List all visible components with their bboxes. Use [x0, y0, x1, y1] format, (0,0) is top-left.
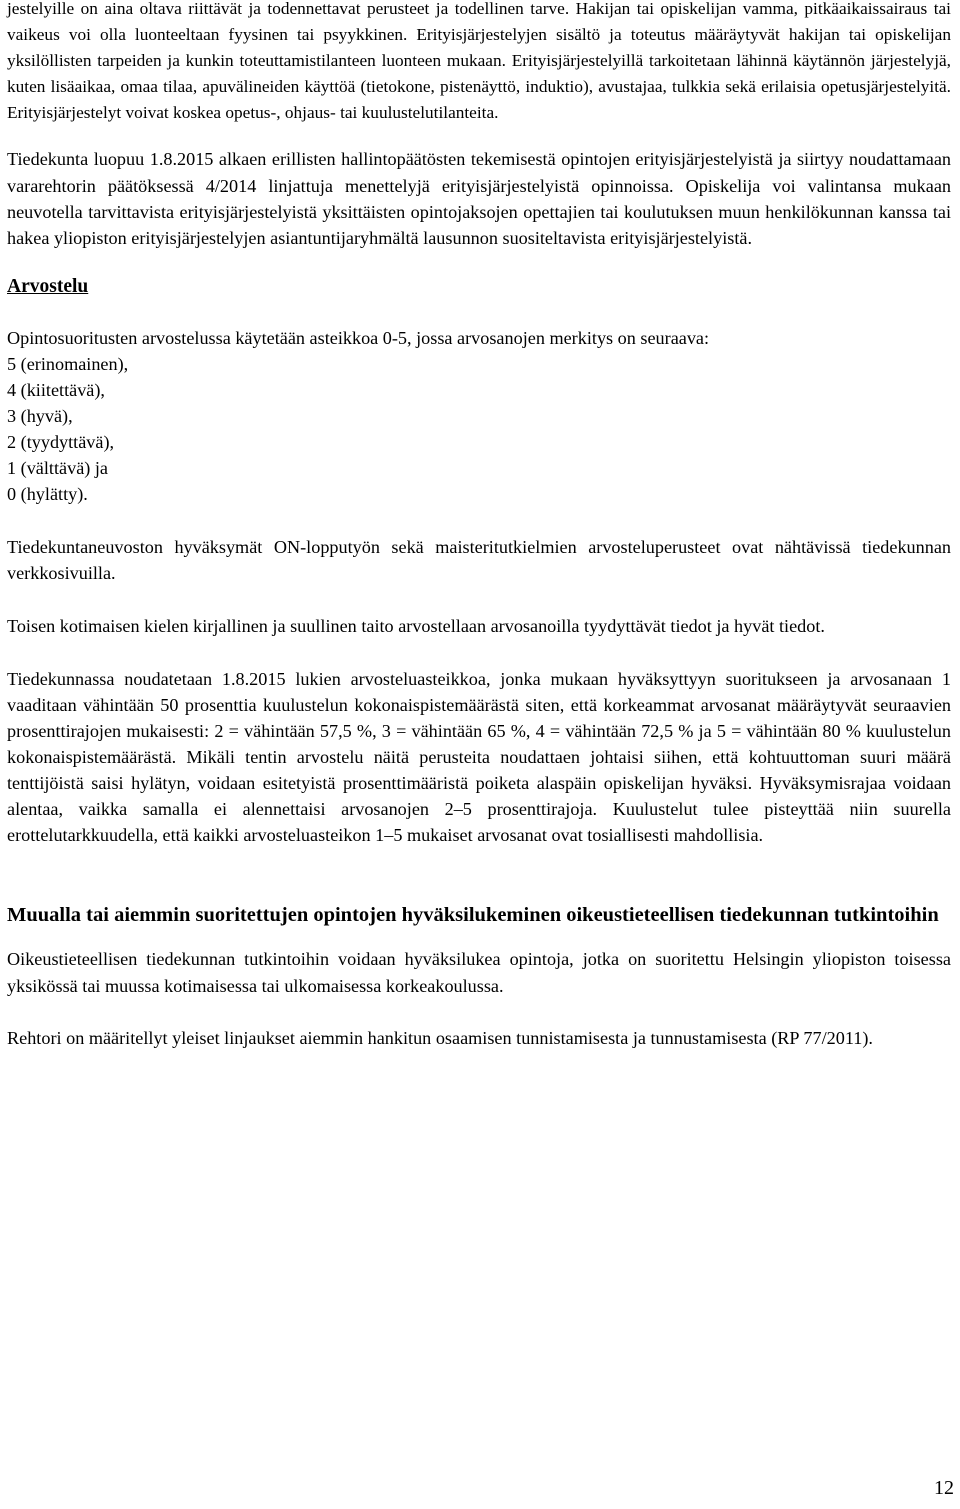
second-language-paragraph: Toisen kotimaisen kielen kirjallinen ja suullinen taito arvostellaan arvosanoilla tyydyttävät tiedot ja hyvät tiedot. [7, 615, 825, 636]
credit-transfer-heading: Muualla tai aiemmin suoritettujen opintojen hyväksilukeminen oikeustieteellisen tiedekunnan tutkintoihin [7, 904, 939, 927]
grade-list [7, 351, 951, 508]
rector-guidelines-paragraph: Rehtori on määritellyt yleiset linjaukset aiemmin hankitun osaamisen tunnistamisesta ja tunnustamisesta (RP 77/2011). [7, 1027, 873, 1048]
grading-scale-intro: Opintosuoritusten arvostelussa käytetään asteikkoa 0-5, jossa arvosanojen merkitys on seuraava: [7, 327, 710, 348]
page-number: 12 [934, 1477, 954, 1499]
grade-item-0: 0 (hylätty). [7, 484, 88, 505]
thesis-criteria-paragraph: Tiedekuntaneuvoston hyväksymät ON-lopputyön sekä maisteritutkielmien arvosteluperusteet ovat nähtävissä tiedekunnan verkkosivuilla. [7, 536, 951, 583]
document-page [7, 0, 951, 1051]
grade-item-2: 2 (tyydyttävä), [7, 432, 115, 453]
grade-item-1: 1 (välttävä) ja [7, 458, 108, 479]
grade-item-3: 3 (hyvä), [7, 406, 73, 427]
special-arrangements-paragraph: jestelyille on aina oltava riittävät ja todennettavat perusteet ja todellinen tarve. Hakijan tai opiskelijan vamma, pitkäaikaissairaus tai vaikeus voi olla luonteeltaan fyysinen tai psyykkinen. Erityisjärjestelyjen sisältö ja toteutus määräytyvät hakijan tai opiskelijan yksilöllisten tarpeiden ja kunkin toteuttamistilanteen luonteen mukaan. Erityisjärjestelyillä tarkoitetaan lähinnä käytännön järjestelyjä, kuten lisäaikaa, omaa tilaa, apuvälineiden käyttöä (tietokone, pistenäyttö, induktio), avustajaa, tulkkia sekä erilaisia opetusjärjestelyitä. Erityisjärjestelyt voivat koskea opetus-, ohjaus- tai kuulustelutilanteita. [7, 0, 951, 123]
faculty-decisions-paragraph: Tiedekunta luopuu 1.8.2015 alkaen erillisten hallintopäätösten tekemisestä opintojen erityisjärjestelyistä ja siirtyy noudattamaan vararehtorin päätöksessä 4/2014 linjattuja menettelyjä erityisjärjestelyistä opinnoissa. Opiskelija voi valintansa mukaan neuvotella tarvittavista erityisjärjestelyistä yksittäisten opintojaksojen opettajien tai koulutuksen muun henkilökunnan kanssa tai hakea yliopiston erityisjärjestelyjen asiantuntijaryhmältä lausunnon suositeltavista erityisjärjestelyistä. [7, 149, 951, 248]
grade-item-5: 5 (erinomainen), [7, 353, 129, 374]
grading-scale-paragraph: Tiedekunnassa noudatetaan 1.8.2015 lukien arvosteluasteikkoa, jonka mukaan hyväksyttyyn suoritukseen ja arvosanaan 1 vaaditaan vähintään 50 prosenttia kuulustelun kokonaispistemäärästä siten, että korkeammat arvosanat määräytyvät seuraavien prosenttirajojen mukaisesti: 2 = vähintään 57,5 %, 3 = vähintään 65 %, 4 = vähintään 72,5 % ja 5 = vähintään 80 % kuulustelun kokonaispistemäärästä. Mikäli tentin arvostelu näitä perusteita noudattaen johtaisi siihen, että kohtuuttoman suuri määrä tenttijöistä saisi hylätyn, voidaan esitetyistä prosenttimääristä poiketa alaspäin opiskelijan hyväksi. Hyväksymisrajaa voidaan alentaa, vaikka samalla ei alennettaisi arvosanojen 2–5 prosenttirajoja. Kuulustelut tulee pisteyttää niin suurella erottelutarkkuudella, että kaikki arvosteluasteikon 1–5 mukaiset arvosanat ovat tosiallisesti mahdollisia. [7, 668, 951, 846]
grading-heading: Arvostelu [7, 275, 89, 297]
credit-transfer-paragraph: Oikeustieteellisen tiedekunnan tutkintoihin voidaan hyväksilukea opintoja, jotka on suoritettu Helsingin yliopiston toisessa yksikössä tai muussa kotimaisessa tai ulkomaisessa korkeakoulussa. [7, 949, 951, 996]
grade-item-4: 4 (kiitettävä), [7, 380, 105, 401]
